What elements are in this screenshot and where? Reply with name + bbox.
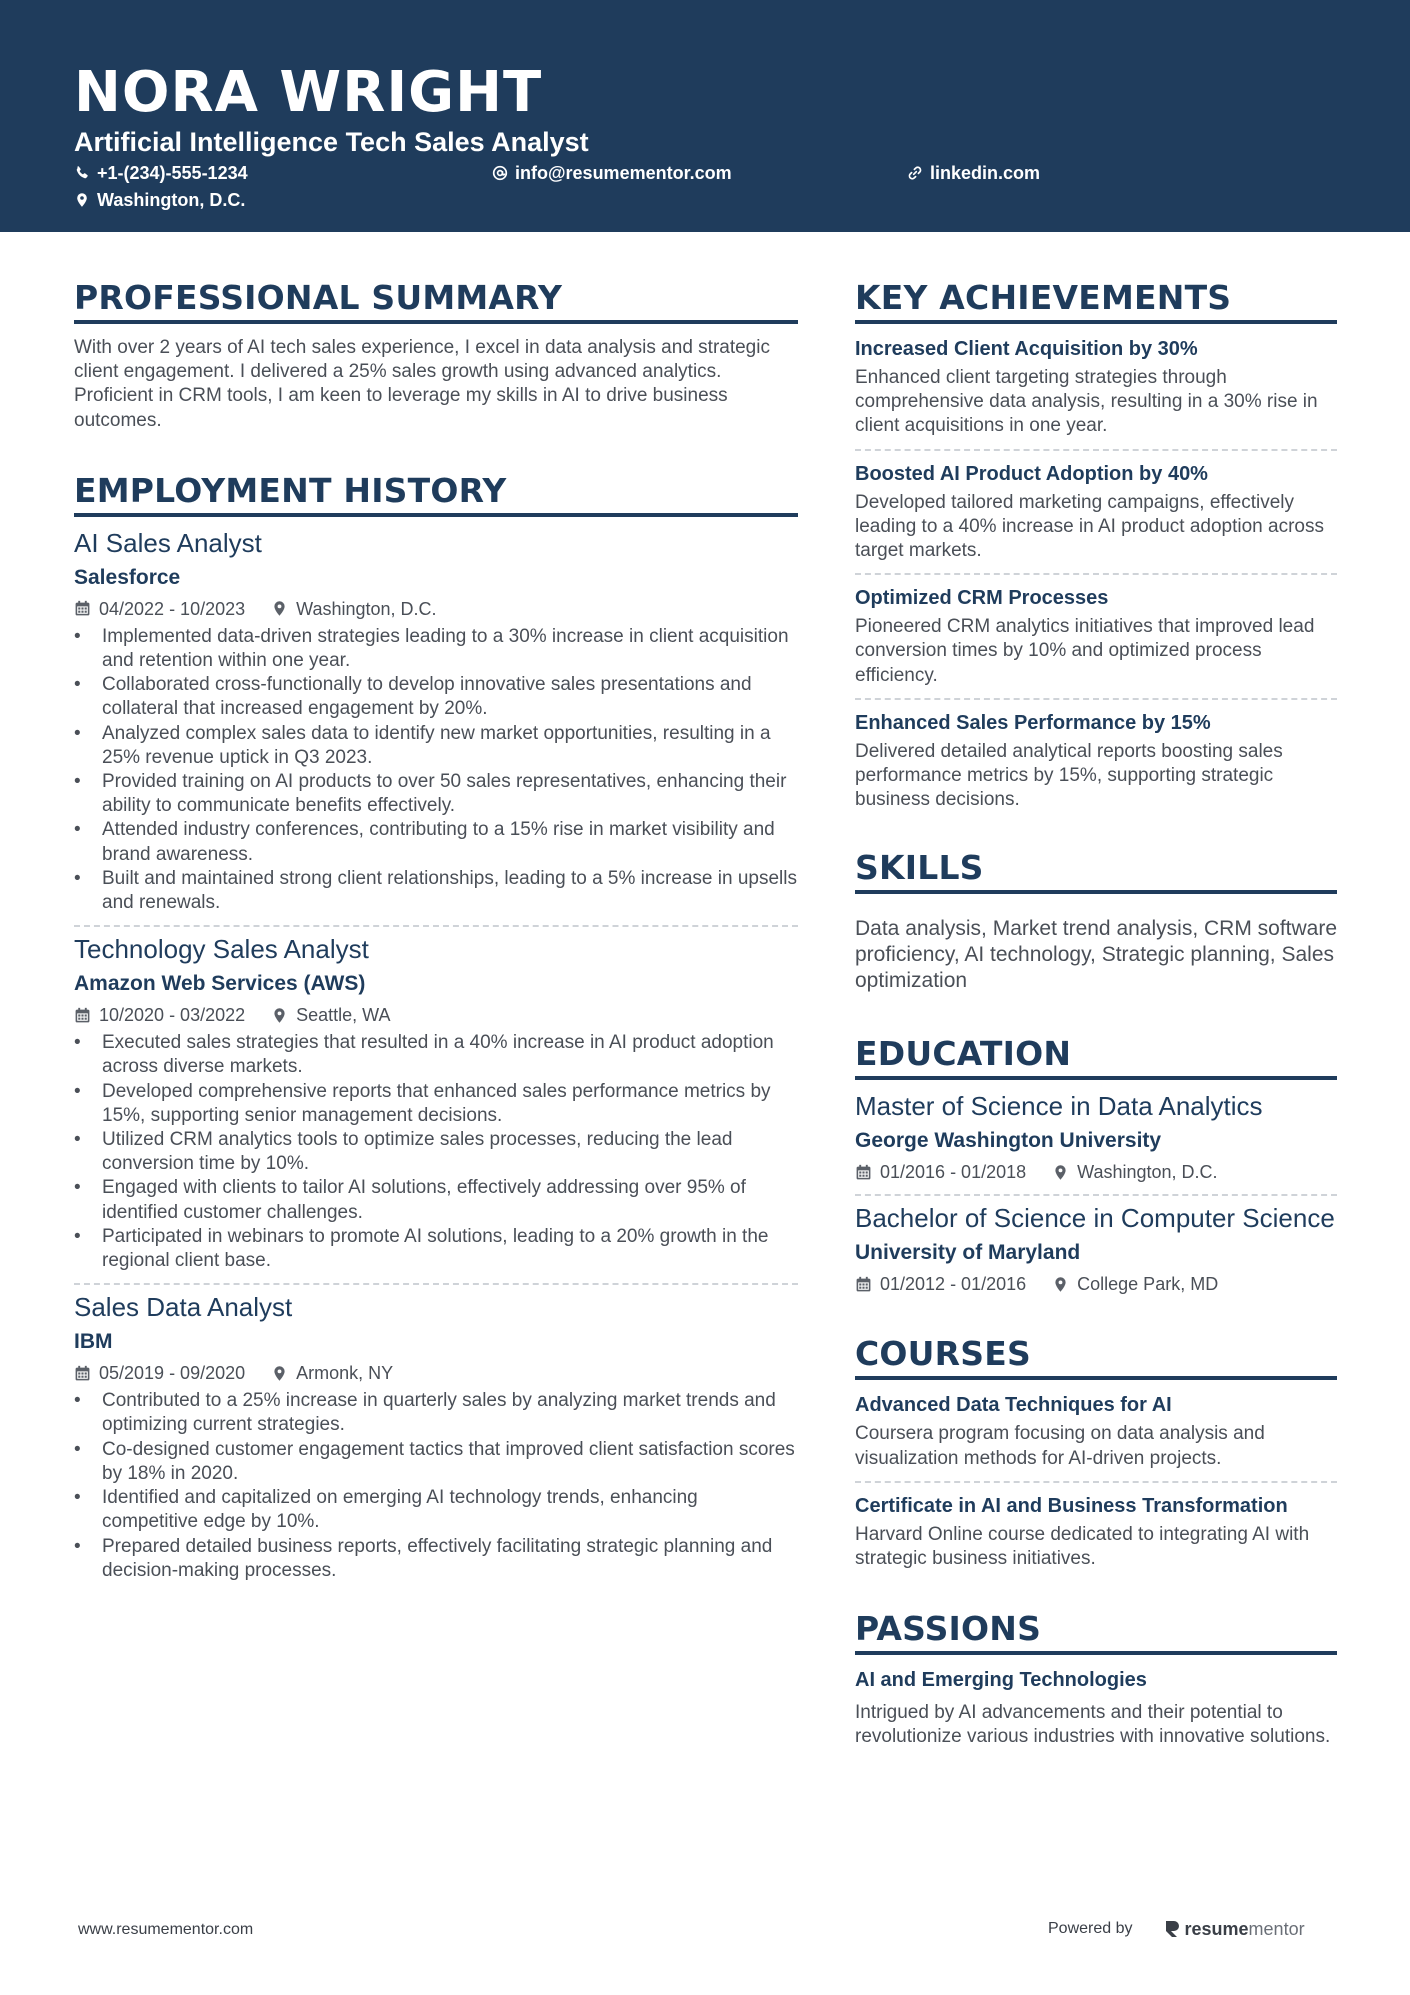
resumementor-logo-icon	[1163, 1919, 1181, 1939]
divider	[855, 573, 1337, 575]
school-name: George Washington University	[855, 1129, 1162, 1153]
course-item	[855, 1481, 1337, 1571]
phone-icon	[74, 165, 90, 181]
at-icon	[492, 165, 508, 181]
job-title: Sales Data Analyst	[74, 1292, 293, 1323]
candidate-title: Artificial Intelligence Tech Sales Analyst	[74, 127, 589, 157]
summary-text: With over 2 years of AI tech sales experience, I excel in data analysis and strategic client engagement. I delivered a 25% sales growth using advanced analytics. Proficient in CRM tools, I am keen to leverage my skills in AI to drive business outcomes.	[74, 337, 770, 431]
passions-list	[855, 1667, 1337, 1749]
job-entry	[74, 1283, 798, 1583]
bullet-item: • Developed comprehensive reports that enhanced sales performance metrics by 15%, supporting senior management decisions.	[74, 1080, 798, 1128]
job-title: Technology Sales Analyst	[74, 934, 369, 965]
company-name: IBM	[74, 1330, 113, 1354]
linkedin-text: linkedin.com	[930, 163, 1041, 183]
location-pin-icon	[271, 1007, 288, 1024]
passions-heading: PASSIONS	[855, 1609, 1337, 1655]
phone-text: +1-(234)-555-1234	[97, 163, 248, 183]
achievement-text: Pioneered CRM analytics initiatives that improved lead conversion times by 10% and optimized process efficiency.	[855, 616, 1315, 686]
calendar-icon	[855, 1276, 872, 1293]
right-column	[855, 278, 1337, 1750]
employment-heading: EMPLOYMENT HISTORY	[74, 471, 798, 517]
education-list	[855, 1090, 1337, 1296]
achievement-title: Boosted AI Product Adoption by 40%	[855, 462, 1208, 485]
courses-list	[855, 1392, 1337, 1571]
bullet-item: • Provided training on AI products to over 50 sales representatives, enhancing their ability to communicate benefits effectively.	[74, 770, 798, 818]
date-range: 04/2022 - 10/2023	[99, 598, 246, 619]
location-pin-icon	[74, 192, 90, 208]
location	[271, 597, 436, 621]
achievement-text: Developed tailored marketing campaigns, effectively leading to a 40% increase in AI product adoption across target markets.	[855, 491, 1324, 562]
summary-heading: PROFESSIONAL SUMMARY	[74, 278, 798, 324]
achievements-list	[855, 336, 1337, 812]
bullet-item: • Participated in webinars to promote AI solutions, leading to a 20% growth in the regional client base.	[74, 1225, 798, 1273]
left-column	[74, 278, 798, 1583]
location-text: Seattle, WA	[296, 1005, 391, 1026]
divider	[855, 698, 1337, 700]
location	[1052, 1160, 1217, 1184]
course-title: Certificate in AI and Business Transformation	[855, 1494, 1288, 1517]
achievement-title: Enhanced Sales Performance by 15%	[855, 711, 1211, 734]
location-pin-icon	[1052, 1276, 1069, 1293]
bullet-item: • Contributed to a 25% increase in quarterly sales by analyzing market trends and optimizing current strategies.	[74, 1389, 798, 1437]
footer-website[interactable]: www.resumementor.com	[78, 1921, 254, 1938]
email-text: info@resumementor.com	[515, 163, 732, 183]
passion-title: AI and Emerging Technologies	[855, 1669, 1147, 1692]
location	[271, 1003, 390, 1027]
location-text: Armonk, NY	[296, 1363, 394, 1384]
skills-text: Data analysis, Market trend analysis, CRM software proficiency, AI technology, Strategic planning, Sales optimization	[855, 917, 1338, 993]
company-name: Salesforce	[74, 565, 181, 589]
bullet-list	[74, 1389, 798, 1583]
job-entry	[74, 925, 798, 1273]
bullet-item: • Built and maintained strong client relationships, leading to a 5% increase in upsells and renewals.	[74, 867, 798, 915]
location	[271, 1361, 393, 1385]
course-title: Advanced Data Techniques for AI	[855, 1394, 1172, 1417]
bullet-item: • Utilized CRM analytics tools to optimize sales processes, reducing the lead conversion time by 10%.	[74, 1128, 798, 1176]
bullet-item: • Prepared detailed business reports, effectively facilitating strategic planning and decision-making processes.	[74, 1535, 798, 1583]
achievement-item	[855, 336, 1337, 439]
achievement-item	[855, 573, 1337, 688]
calendar-icon	[855, 1164, 872, 1181]
bullet-list	[74, 1031, 798, 1273]
degree-title: Master of Science in Data Analytics	[855, 1091, 1263, 1122]
divider	[855, 1481, 1337, 1483]
job-title: AI Sales Analyst	[74, 527, 262, 558]
brand-bold: resume	[1184, 1919, 1249, 1939]
bullet-list	[74, 625, 798, 915]
education-item	[855, 1194, 1337, 1296]
education-item	[855, 1090, 1337, 1184]
passion-text: Intrigued by AI advancements and their potential to revolutionize various industries with innovative solutions.	[855, 1702, 1331, 1748]
location-text: College Park, MD	[1077, 1274, 1219, 1295]
contact-phone[interactable]	[74, 161, 248, 185]
skills-heading: SKILLS	[855, 848, 1337, 894]
location-pin-icon	[1052, 1164, 1069, 1181]
date-location-row	[74, 1361, 798, 1385]
achievements-heading: KEY ACHIEVEMENTS	[855, 278, 1337, 324]
date-location-row	[74, 597, 798, 621]
courses-heading: COURSES	[855, 1334, 1337, 1380]
bullet-item: • Co-designed customer engagement tactics that improved client satisfaction scores by 18% in 2020.	[74, 1438, 798, 1486]
divider	[74, 925, 798, 927]
date-location-row	[855, 1272, 1337, 1296]
bullet-item: • Implemented data-driven strategies leading to a 30% increase in client acquisition and retention within one year.	[74, 625, 798, 673]
achievement-title: Increased Client Acquisition by 30%	[855, 338, 1198, 360]
company-name: Amazon Web Services (AWS)	[74, 972, 366, 996]
education-heading: EDUCATION	[855, 1034, 1337, 1080]
calendar-icon	[74, 1365, 91, 1382]
bullet-item: • Executed sales strategies that resulted in a 40% increase in AI product adoption across diverse markets.	[74, 1031, 798, 1079]
calendar-icon	[74, 600, 91, 617]
passion-item	[855, 1667, 1337, 1749]
degree-title: Bachelor of Science in Computer Science	[855, 1203, 1335, 1234]
location-pin-icon	[271, 600, 288, 617]
location	[1052, 1272, 1218, 1296]
bullet-item: • Identified and capitalized on emerging AI technology trends, enhancing competitive edge by 10%.	[74, 1486, 798, 1534]
date-range: 05/2019 - 09/2020	[99, 1363, 246, 1384]
date-location-row	[74, 1003, 798, 1027]
footer-powered	[1048, 1918, 1305, 1940]
bullet-item: • Attended industry conferences, contributing to a 15% rise in market visibility and brand awareness.	[74, 818, 798, 866]
contact-location	[74, 188, 245, 212]
candidate-name: NORA WRIGHT	[74, 60, 543, 125]
achievement-item	[855, 449, 1337, 564]
powered-by-label: Powered by	[1048, 1920, 1133, 1937]
contact-linkedin[interactable]	[907, 161, 1040, 185]
calendar-icon	[74, 1007, 91, 1024]
date-location-row	[855, 1160, 1337, 1184]
achievement-item	[855, 698, 1337, 813]
course-text: Coursera program focusing on data analysis and visualization methods for AI-driven projects.	[855, 1423, 1265, 1469]
bullet-item: • Analyzed complex sales data to identify new market opportunities, resulting in a 25% revenue uptick in Q3 2023.	[74, 722, 798, 770]
date-range: 01/2012 - 01/2016	[880, 1274, 1027, 1295]
employment-list	[74, 527, 798, 1583]
divider	[855, 449, 1337, 451]
course-item	[855, 1392, 1337, 1470]
resume-header	[0, 0, 1410, 232]
contact-email[interactable]	[492, 161, 732, 185]
divider	[855, 1194, 1337, 1196]
bullet-item: • Engaged with clients to tailor AI solutions, effectively addressing over 95% of identified customer challenges.	[74, 1176, 798, 1224]
bullet-item: • Collaborated cross-functionally to develop innovative sales presentations and collateral that increased engagement by 20%.	[74, 673, 798, 721]
divider	[74, 1283, 798, 1285]
location-text: Washington, D.C.	[1077, 1162, 1218, 1183]
achievement-title: Optimized CRM Processes	[855, 587, 1109, 610]
brand-logo[interactable]	[1163, 1918, 1305, 1940]
date-range: 10/2020 - 03/2022	[99, 1005, 246, 1026]
location-pin-icon	[271, 1365, 288, 1382]
job-entry	[74, 527, 798, 915]
link-icon	[907, 165, 923, 181]
location-text: Washington, D.C.	[296, 598, 437, 619]
brand-light: mentor	[1248, 1919, 1305, 1939]
achievement-text: Enhanced client targeting strategies through comprehensive data analysis, resulting in a 30% rise in client acquisitions in one year.	[855, 367, 1318, 437]
location-text: Washington, D.C.	[97, 190, 246, 210]
achievement-text: Delivered detailed analytical reports boosting sales performance metrics by 15%, supporting strategic business decisions.	[855, 740, 1283, 811]
school-name: University of Maryland	[855, 1241, 1081, 1265]
course-text: Harvard Online course dedicated to integrating AI with strategic business initiatives.	[855, 1523, 1310, 1570]
date-range: 01/2016 - 01/2018	[880, 1162, 1027, 1183]
